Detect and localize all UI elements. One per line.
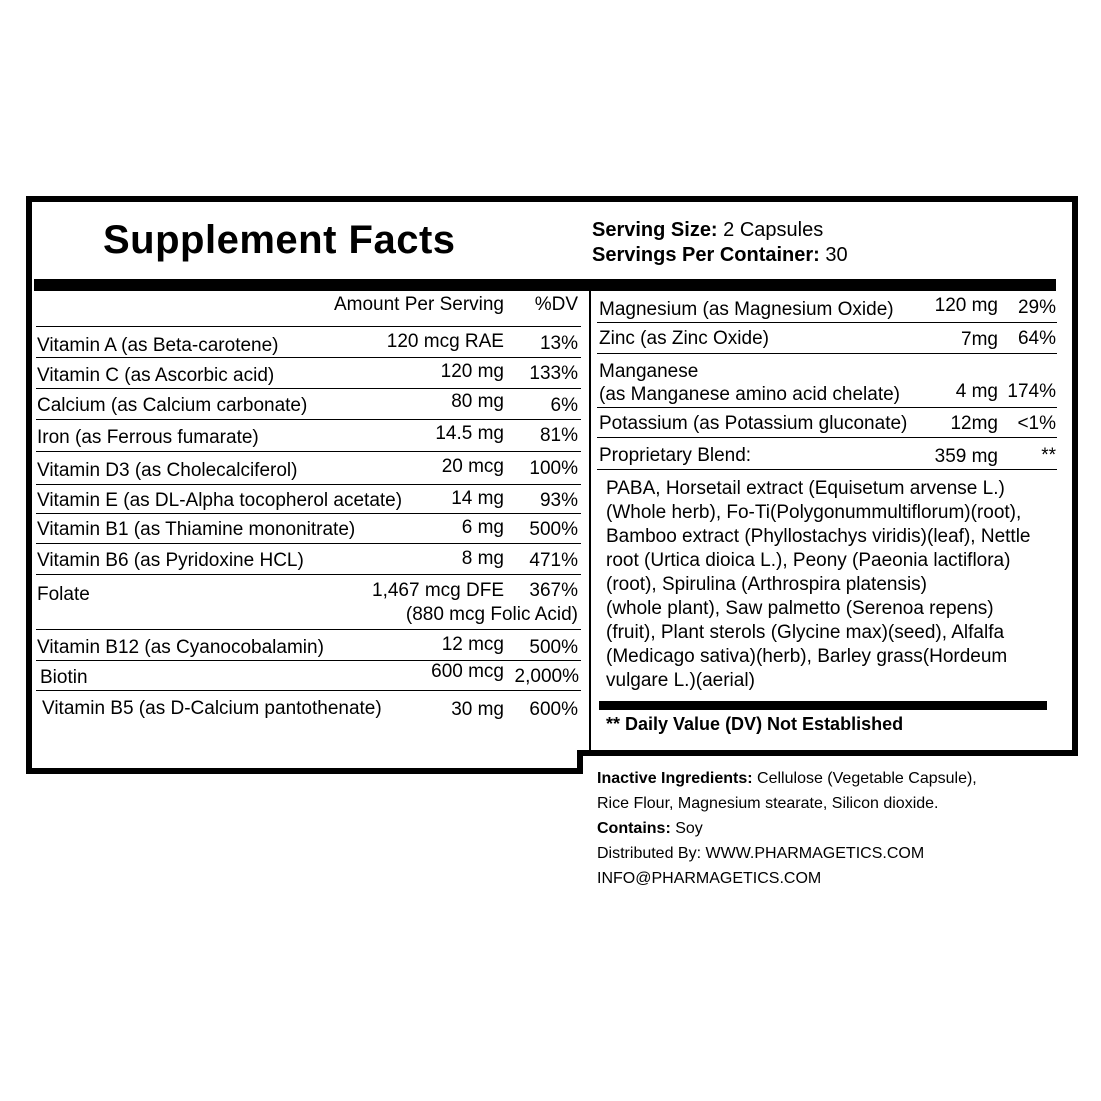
row-divider bbox=[36, 451, 581, 452]
title-divider-bar bbox=[34, 279, 1056, 291]
dv-header: %DV bbox=[534, 294, 578, 315]
contains-value: Soy bbox=[675, 820, 703, 837]
row-divider bbox=[597, 469, 1057, 470]
row-divider bbox=[36, 513, 581, 514]
nutrient-name: Vitamin B5 (as D-Calcium pantothenate) bbox=[42, 698, 382, 719]
label-border-left bbox=[26, 196, 32, 774]
nutrient-name: Vitamin B1 (as Thiamine mononitrate) bbox=[37, 519, 356, 540]
nutrient-dv: <1% bbox=[1017, 413, 1056, 434]
nutrient-amount: 12mg bbox=[950, 413, 998, 434]
nutrient-name: Iron (as Ferrous fumarate) bbox=[37, 427, 259, 448]
blend-line: root (Urtica dioica L.), Peony (Paeonia lactiflora) bbox=[606, 550, 1011, 571]
nutrient-dv: 93% bbox=[539, 490, 578, 511]
page-title: Supplement Facts bbox=[103, 218, 456, 262]
blend-line: (fruit), Plant sterols (Glycine max)(seed), Alfalfa bbox=[606, 622, 1005, 643]
nutrient-dv: 471% bbox=[529, 550, 578, 571]
nutrient-amount: 8 mg bbox=[461, 548, 504, 569]
nutrient-dv: 500% bbox=[529, 519, 578, 540]
label-border-right bbox=[1072, 196, 1078, 756]
nutrient-dv: 133% bbox=[529, 363, 578, 384]
nutrient-amount: 120 mg bbox=[934, 295, 998, 316]
blend-line: (root), Spirulina (Arthrospira platensis) bbox=[606, 574, 928, 595]
row-divider bbox=[597, 353, 1057, 354]
row-divider bbox=[36, 543, 581, 544]
nutrient-amount: 7mg bbox=[961, 329, 998, 350]
nutrient-dv: 367% bbox=[529, 580, 578, 601]
nutrient-amount: 120 mcg RAE bbox=[386, 331, 504, 352]
blend-line: (Medicago sativa)(herb), Barley grass(Hordeum bbox=[606, 646, 1008, 667]
nutrient-dv: 64% bbox=[1017, 328, 1056, 349]
daily-value-footnote: ** Daily Value (DV) Not Established bbox=[606, 714, 904, 734]
label-border-step bbox=[577, 750, 583, 774]
additional-info bbox=[597, 766, 977, 891]
nutrient-dv: 6% bbox=[550, 395, 578, 416]
inactive-ingredients-value: Cellulose (Vegetable Capsule), bbox=[757, 770, 977, 787]
nutrient-name: Vitamin A (as Beta-carotene) bbox=[37, 335, 279, 356]
nutrient-amount: 120 mg bbox=[440, 361, 504, 382]
nutrient-name: Potassium (as Potassium gluconate) bbox=[599, 413, 908, 434]
row-divider bbox=[597, 407, 1057, 408]
blend-line: (whole plant), Saw palmetto (Serenoa repens) bbox=[606, 598, 994, 619]
footnote-divider-bar bbox=[599, 701, 1047, 710]
row-divider bbox=[36, 484, 581, 485]
proprietary-blend-ingredients bbox=[606, 477, 1056, 693]
nutrient-dv: 2,000% bbox=[514, 666, 579, 687]
nutrient-amount: 359 mg bbox=[934, 446, 998, 467]
nutrient-amount: 6 mg bbox=[461, 517, 504, 538]
nutrient-name: Vitamin D3 (as Cholecalciferol) bbox=[37, 460, 298, 481]
row-divider bbox=[36, 419, 581, 420]
nutrient-amount: 14.5 mg bbox=[435, 423, 504, 444]
nutrient-name: Vitamin E (as DL-Alpha tocopherol acetate) bbox=[37, 490, 403, 511]
row-divider bbox=[597, 322, 1057, 323]
nutrient-amount: 80 mg bbox=[451, 391, 504, 412]
row-divider bbox=[36, 326, 581, 327]
servings-per-container-label: Servings Per Container: bbox=[592, 244, 820, 266]
nutrient-name-detail: (as Manganese amino acid chelate) bbox=[599, 384, 901, 405]
row-divider bbox=[36, 574, 581, 575]
nutrient-name: Biotin bbox=[40, 667, 88, 688]
blend-line: PABA, Horsetail extract (Equisetum arvense L.) bbox=[606, 478, 1005, 499]
nutrient-amount: 30 mg bbox=[451, 699, 504, 720]
nutrient-dv: 500% bbox=[529, 637, 578, 658]
nutrient-dv: 81% bbox=[539, 425, 578, 446]
contact-email: INFO@PHARMAGETICS.COM bbox=[597, 870, 822, 887]
nutrient-dv: 13% bbox=[539, 333, 578, 354]
row-divider bbox=[36, 388, 581, 389]
row-divider bbox=[36, 690, 581, 691]
nutrient-dv: 600% bbox=[529, 699, 578, 720]
blend-line: (Whole herb), Fo-Ti(Polygonummultiflorum)(root), bbox=[606, 502, 1022, 523]
nutrient-name: Zinc (as Zinc Oxide) bbox=[599, 328, 769, 349]
row-divider bbox=[36, 357, 581, 358]
distributor: Distributed By: WWW.PHARMAGETICS.COM bbox=[597, 845, 925, 862]
nutrient-amount: 20 mcg bbox=[441, 456, 504, 477]
nutrient-dv: ** bbox=[1041, 445, 1056, 466]
nutrient-dv: 29% bbox=[1017, 297, 1056, 318]
contains-label: Contains: bbox=[597, 820, 671, 837]
nutrient-amount: 1,467 mcg DFE bbox=[372, 580, 504, 601]
nutrient-amount: 4 mg bbox=[955, 381, 998, 402]
label-border-bottom-right bbox=[577, 750, 1078, 756]
inactive-ingredients-label: Inactive Ingredients: bbox=[597, 770, 753, 787]
serving-size-value: 2 Capsules bbox=[723, 219, 824, 241]
amount-per-serving-header: Amount Per Serving bbox=[333, 294, 504, 315]
nutrient-name: Vitamin B12 (as Cyanocobalamin) bbox=[37, 637, 324, 658]
nutrient-amount-note: (880 mcg Folic Acid) bbox=[405, 604, 578, 625]
serving-size-label: Serving Size: bbox=[592, 219, 718, 241]
nutrient-name: Magnesium (as Magnesium Oxide) bbox=[599, 299, 894, 320]
serving-info bbox=[592, 218, 848, 268]
nutrient-dv: 174% bbox=[1007, 381, 1056, 402]
row-divider bbox=[597, 437, 1057, 438]
label-border-bottom-left bbox=[26, 768, 583, 774]
nutrient-name: Folate bbox=[37, 584, 90, 605]
nutrient-name: Vitamin B6 (as Pyridoxine HCL) bbox=[37, 550, 304, 571]
row-divider bbox=[36, 629, 581, 630]
nutrient-amount: 600 mcg bbox=[431, 661, 504, 682]
servings-per-container-value: 30 bbox=[825, 244, 848, 266]
nutrient-name: Calcium (as Calcium carbonate) bbox=[37, 395, 308, 416]
nutrient-amount: 12 mcg bbox=[441, 634, 504, 655]
inactive-ingredients-line2: Rice Flour, Magnesium stearate, Silicon dioxide. bbox=[597, 795, 939, 812]
nutrient-dv: 100% bbox=[529, 458, 578, 479]
nutrient-name: Vitamin C (as Ascorbic acid) bbox=[37, 365, 275, 386]
nutrient-name: Manganese bbox=[599, 361, 699, 382]
nutrient-name: Proprietary Blend: bbox=[599, 445, 752, 466]
nutrient-amount: 14 mg bbox=[451, 488, 504, 509]
blend-line: Bamboo extract (Phyllostachys viridis)(leaf), Nettle bbox=[606, 526, 1031, 547]
column-divider bbox=[589, 291, 591, 750]
blend-line: vulgare L.)(aerial) bbox=[606, 670, 755, 691]
label-border-top bbox=[26, 196, 1078, 202]
